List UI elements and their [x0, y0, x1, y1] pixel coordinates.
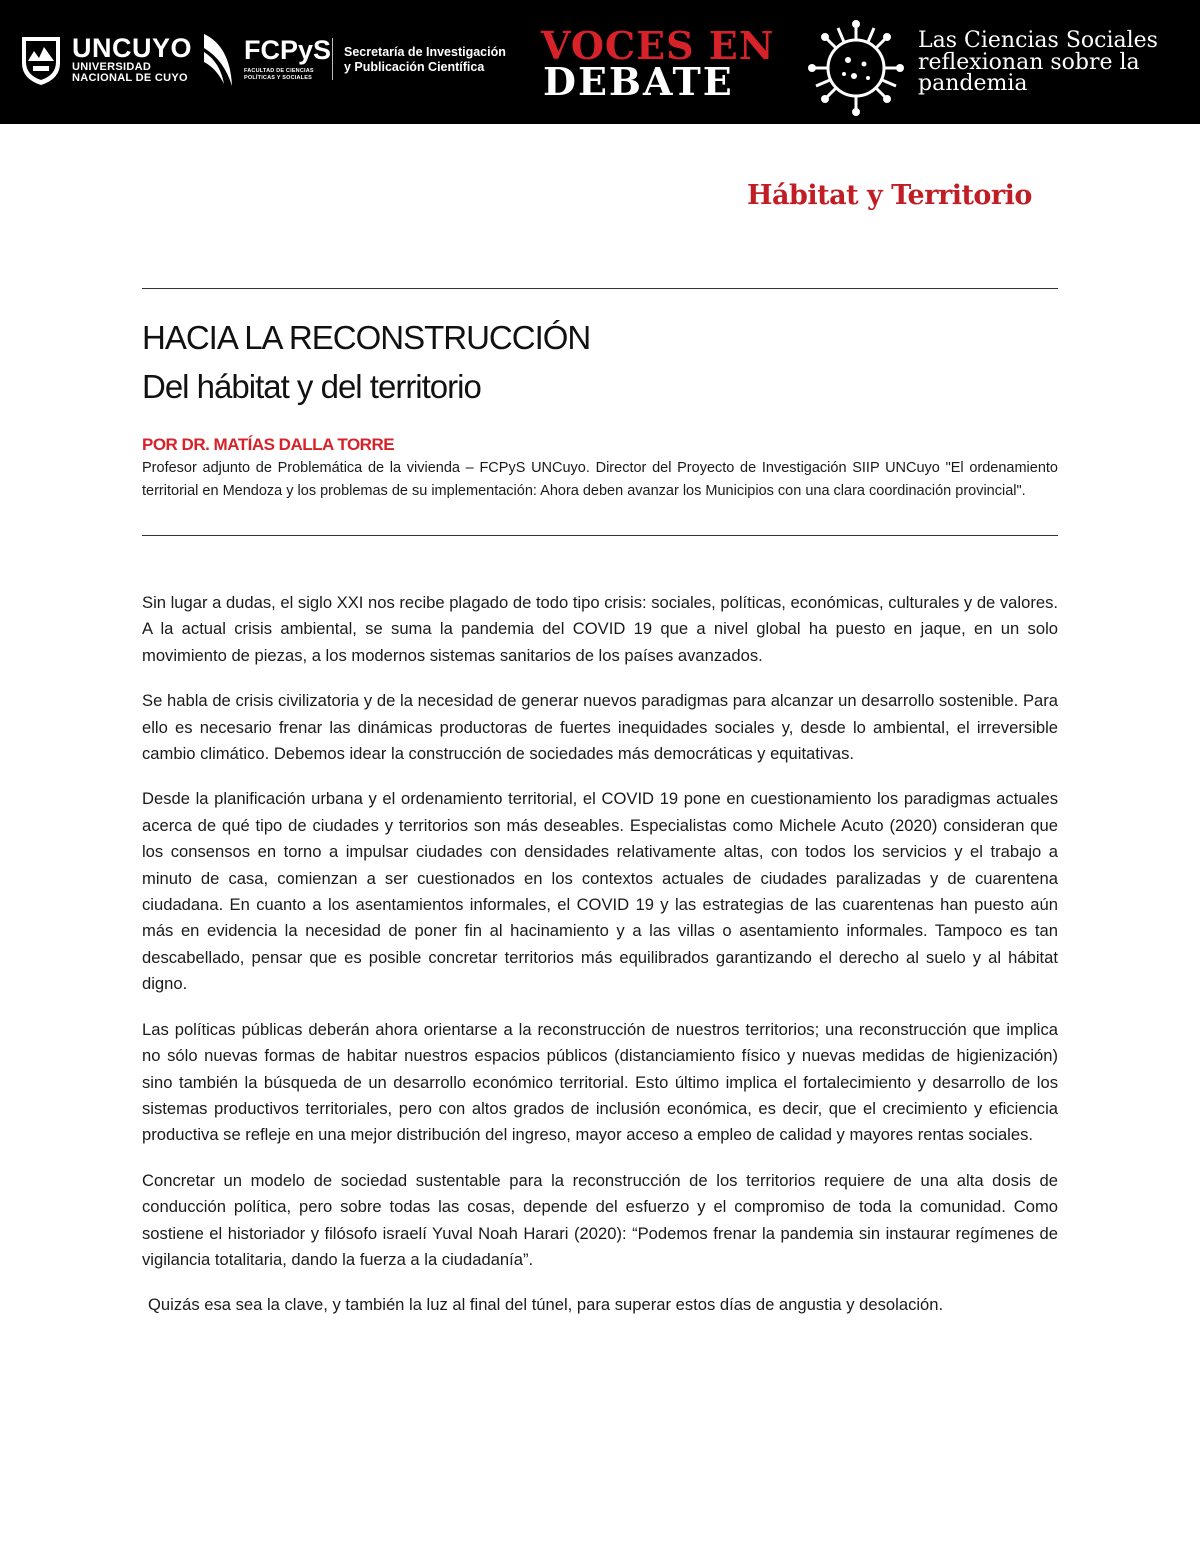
author-byline: POR DR. MATÍAS DALLA TORRE: [142, 435, 395, 454]
section-title: Hábitat y Territorio: [747, 180, 1032, 211]
uncuyo-seal-logo: [18, 33, 64, 87]
article-subtitle: Del hábitat y del territorio: [142, 368, 481, 405]
bottom-divider: [142, 535, 1058, 536]
fcpys-logo-icon: [200, 32, 238, 88]
fcpys-wordmark: FCPyS: [244, 35, 332, 65]
tagline-line2: reflexionan sobre la: [918, 50, 1140, 75]
series-title-line2: DEBATE: [543, 59, 734, 104]
secretaria-line1: Secretaría de Investigación: [344, 45, 506, 59]
series-title-line1: VOCES EN: [541, 23, 775, 68]
top-divider: [142, 288, 1058, 289]
header-divider: [332, 38, 333, 80]
tagline-line1: Las Ciencias Sociales: [918, 28, 1158, 53]
uncuyo-wordmark: UNCUYO: [72, 33, 193, 63]
header-banner: [0, 0, 1200, 124]
article-body: [142, 590, 1058, 1338]
article-title: HACIA LA RECONSTRUCCIÓN: [142, 319, 591, 356]
paragraph: Concretar un modelo de sociedad sustentable para la reconstrucción de los territorios requiere de una alta dosis de conducción política, pero sobre todas las cosas, depende del esfuerzo y el compromiso de toda la comunidad. Como sostiene el historiador y filósofo israelí Yuval Noah Harari (2020): “Podemos frenar la pandemia sin instaurar regímenes de vigilancia totalitaria, dando la fuerza a la ciudadanía”.: [142, 1170, 1058, 1269]
author-bio: Profesor adjunto de Problemática de la vivienda – FCPyS UNCuyo. Director del Proyecto de Investigación SIIP UNCuyo "El ordenamiento territorial en Mendoza y los problemas de su implementación: Ahora deben avanzar los Municipios con una clara coordinación provincial".: [142, 460, 1058, 499]
paragraph: Las políticas públicas deberán ahora orientarse a la reconstrucción de nuestros territorios; una reconstrucción que implica no sólo nuevas formas de habitar nuestros espacios públicos (distanciamiento físico y nuevas medidas de higienización) sino también la búsqueda de un desarrollo económico territorial. Esto último implica el fortalecimiento y desarrollo de los sistemas productivos territoriales, pero con altos grados de inclusión económica, es decir, que el crecimiento y eficiencia productiva se refleje en una mejor distribución del ingreso, mayor acceso a empleo de calidad y mayores rentas sociales.: [142, 1019, 1058, 1145]
paragraph: Sin lugar a dudas, el siglo XXI nos recibe plagado de todo tipo crisis: sociales, políticas, económicas, culturales y de valores. A la actual crisis ambiental, se suma la pandemia del COVID 19 que a nivel global ha puesto en jaque, en un solo movimiento de piezas, a los modernos sistemas sanitarios de los países avanzados.: [142, 593, 1058, 665]
uncuyo-subtitle-line1: UNIVERSIDAD: [72, 61, 152, 73]
paragraph: Se habla de crisis civilizatoria y de la necesidad de generar nuevos paradigmas para alcanzar un desarrollo sostenible. Para ello es necesario frenar las dinámicas productoras de fuertes inequidades sociales y, desde lo ambiental, el irreversible cambio climático. Debemos idear la construcción de sociedades más democráticas y equitativas.: [142, 691, 1058, 764]
virus-icon: [808, 20, 904, 116]
fcpys-subtitle-line2: POLÍTICAS Y SOCIALES: [244, 75, 312, 81]
fcpys-subtitle-line1: FACULTAD DE CIENCIAS: [244, 68, 314, 74]
paragraph: Desde la planificación urbana y el ordenamiento territorial, el COVID 19 pone en cuestionamiento los paradigmas actuales acerca de qué tipo de ciudades y territorios son más deseables. Especialistas como Michele Acuto (2020) consideran que los consensos en torno a impulsar ciudades con densidades relativamente altas, con todos los servicios y el trabajo a minuto de casa, comienzan a ser cuestionados en los contextos actuales de ciudades paralizadas y de cuarentena ciudadana. En cuanto a los asentamientos informales, el COVID 19 y las estrategias de las cuarentenas han puesto aún más en evidencia la necesidad de poner fin al hacinamiento y a las villas o asentamiento informales. Tampoco es tan descabellado, pensar que es posible concretar territorios más equilibrados garantizando el derecho al suelo y al hábitat digno.: [142, 789, 1058, 994]
tagline-line3: pandemia: [918, 71, 1028, 96]
uncuyo-subtitle-line2: NACIONAL DE CUYO: [72, 72, 188, 84]
closing-paragraph: Quizás esa sea la clave, y también la luz al final del túnel, para superar estos días de angustia y desolación.: [148, 1295, 944, 1315]
secretaria-line2: y Publicación Científica: [344, 60, 485, 74]
